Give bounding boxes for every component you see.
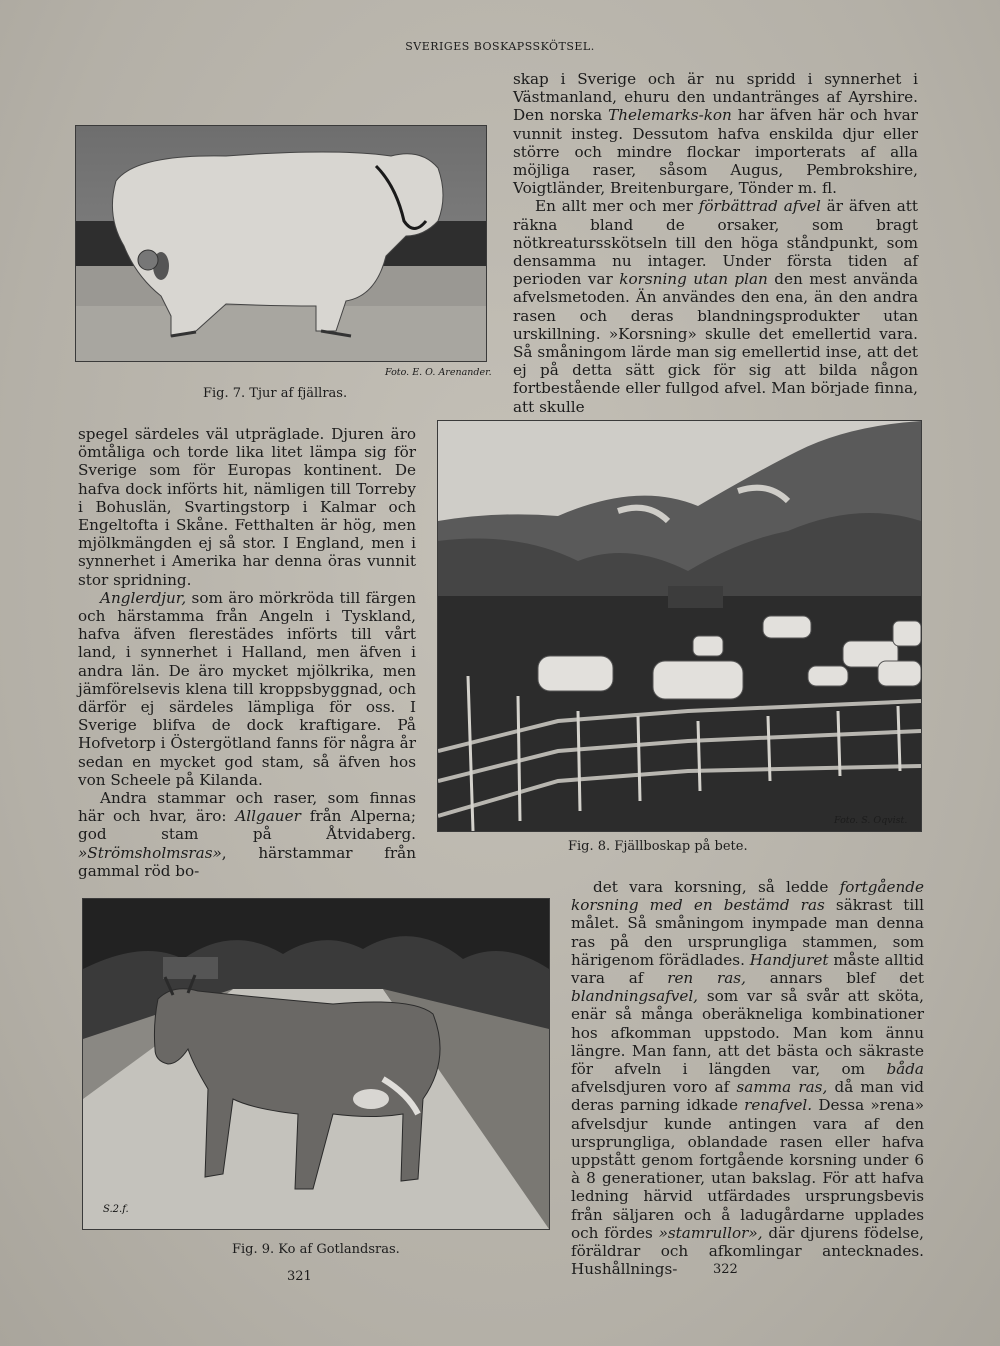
text-run: En allt mer och mer — [535, 197, 699, 216]
italic-text: fortgående korsning med en bestämd ras — [571, 878, 924, 915]
paragraph — [513, 197, 918, 415]
text-run: är äfven att räkna bland de orsaker, som bragt nötkreatursskötseln till den höga ståndpunkt, som densamma nu intager. Under första tiden af perioden var — [513, 197, 919, 289]
text-run: Dessa »rena» afvelsdjur kunde antingen vara af den ursprungliga, oblandade rasen eller hafva uppstått genom fortgående korsning under 6 à 8 generationer, utan bakslag. För att hafva ledning härvid utfärdades ursprungsbevis från säljaren och å ladugårdarne upplades och fördes — [571, 1096, 924, 1242]
page-number-right: 322 — [713, 1262, 738, 1277]
text-run: annars blef det — [745, 969, 924, 988]
italic-text: Allgauer — [235, 807, 301, 826]
paragraph — [78, 789, 416, 880]
italic-text: förbättrad afvel — [698, 197, 821, 216]
text-run: Andra stammar och raser, som finnas här och hvar, äro: — [78, 789, 416, 826]
text-run: från Alperna; god stam på Åtvidaberg. — [78, 807, 417, 844]
text-run: spegel särdeles väl utpräglade. Djuren äro ömtåliga och torde lika litet lämpa sig för Sverige som för Europas kontinent. De hafva dock införts hit, nämligen till Torreby i Bohuslän, Svartingstorp i Kalmar och Engeltofta i Skåne. Fetthalten är hög, men mjölkmängden ej så stor. I England, men i synnerhet i Amerika har denna öras vunnit stor spridning. — [78, 425, 416, 589]
paragraph — [571, 878, 924, 1278]
italic-text: samma ras, — [736, 1078, 828, 1097]
paragraph — [513, 70, 918, 197]
text-run: den mest använda afvelsmetoden. Än användes den ena, än den andra rasen och deras blandningsprodukter utan urskillning. »Korsning» skulle det emellertid vara. Så småningom lärde man sig emellertid inse, att det ej på detta sätt gick för sig att bilda någon fortbestående eller fullgod afvel. Man började finna, att skulle — [513, 270, 918, 416]
text-run: som var så svår att sköta, enär så många oberäkneliga kombinationer hos afkomman uppstodo. Man kom ännu längre. Man fann, att det bästa och säkraste för afveln i längden var, om — [571, 987, 924, 1079]
italic-text: blandningsafvel, — [571, 987, 699, 1006]
fig9-photo-cow — [82, 898, 550, 1230]
italic-text: Thelemarks-kon — [608, 106, 732, 125]
text-run: säkrast till målet. Så småningom inympade man denna ras på den ursprungliga stammen, som härigenom förädlades. — [571, 896, 924, 969]
text-col-right-bottom — [571, 878, 924, 1278]
text-run: då man vid deras parning idkade — [571, 1078, 924, 1115]
fig9-plate-mark: S.2.f. — [103, 1204, 129, 1215]
fig8-photo-pasture — [437, 420, 922, 832]
fig9-caption: Fig. 9. Ko af Gotlandsras. — [232, 1242, 400, 1257]
page-number-left: 321 — [287, 1269, 312, 1284]
text-col-right-top — [513, 70, 918, 416]
italic-text: båda — [886, 1060, 924, 1079]
fig7-photo-bull — [75, 125, 487, 362]
italic-text: Handjuret — [749, 950, 829, 969]
paragraph — [78, 425, 416, 589]
text-run: afvelsdjuren voro af — [571, 1078, 737, 1097]
text-run: där djurens födelse, föräldrar och afkomlingar antecknades. Hushållnings- — [571, 1223, 924, 1279]
fig7-caption: Fig. 7. Tjur af fjällras. — [203, 386, 348, 401]
running-head: SVERIGES BOSKAPSSKÖTSEL. — [405, 40, 595, 53]
italic-text: korsning utan plan — [619, 270, 768, 289]
text-run: , härstammar från gammal röd bo- — [78, 843, 416, 880]
text-run: skap i Sverige och är nu spridd i synnerhet i Västmanland, ehuru den undantränges af Ayrshire. Den norska — [513, 70, 918, 125]
text-run: det vara korsning, så ledde — [593, 878, 840, 896]
italic-text: Anglerdjur, — [100, 588, 187, 607]
text-col-left-mid — [78, 425, 416, 880]
fig7-credit: Foto. E. O. Arenander. — [385, 367, 492, 378]
text-run: som äro mörkröda till färgen och härstamma från Angeln i Tyskland, hafva äfven flerestädes införts till vårt land, i synnerhet i Halland, men äfven i andra län. De äro mycket mjölkrika, men jämförelsevis klena till kroppsbyggnad, och därför ej särdeles lämpliga för oss. I Sverige blifva de dock kraftigare. På Hofvetorp i Östergötland fanns för några år sedan en mycket god stam, så äfven hos von Scheele på Kilanda. — [78, 588, 416, 789]
text-run: har äfven här och hvar vunnit insteg. Dessutom hafva enskilda djur eller större och mindre flockar importerats af alla möjliga raser, såsom Augus, Pembrokshire, Voigtländer, Breitenburgare, Tönder m. fl. — [513, 106, 918, 198]
text-run: måste alltid vara af — [571, 950, 924, 988]
italic-text: renafvel. — [744, 1096, 813, 1115]
italic-text: ren ras, — [667, 969, 746, 988]
italic-text: »Strömsholmsras» — [78, 843, 222, 862]
italic-text: »stamrullor», — [658, 1223, 763, 1242]
fig8-credit: Foto. S. Oqvist. — [834, 815, 908, 826]
fig8-caption: Fig. 8. Fjällboskap på bete. — [568, 839, 748, 854]
paragraph — [78, 589, 416, 789]
